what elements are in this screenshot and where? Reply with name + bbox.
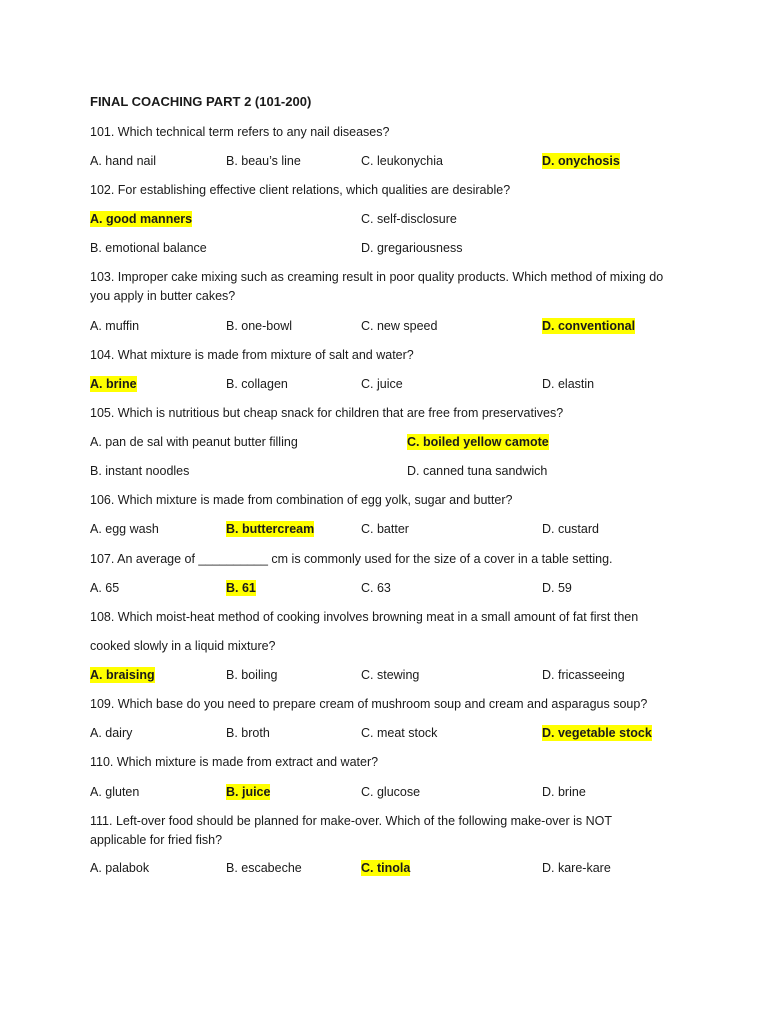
option-109-d-answer: D. vegetable stock <box>542 726 652 740</box>
option-104-b: B. collagen <box>226 377 288 391</box>
option-107-d: D. 59 <box>542 581 572 595</box>
option-110-d: D. brine <box>542 785 586 799</box>
option-111-b: B. escabeche <box>226 861 302 875</box>
option-108-d: D. fricasseeing <box>542 668 625 682</box>
question-106: 106. Which mixture is made from combination of egg yolk, sugar and butter? <box>90 493 513 507</box>
option-101-d-answer: D. onychosis <box>542 154 620 168</box>
option-106-a: A. egg wash <box>90 522 159 536</box>
question-105: 105. Which is nutritious but cheap snack for children that are free from preservatives? <box>90 406 564 420</box>
option-105-a: A. pan de sal with peanut butter filling <box>90 435 298 449</box>
question-104: 104. What mixture is made from mixture of salt and water? <box>90 348 414 362</box>
question-110: 110. Which mixture is made from extract and water? <box>90 755 379 769</box>
option-111-a: A. palabok <box>90 861 150 875</box>
question-103-line1: 103. Improper cake mixing such as creaming result in poor quality products. Which method of mixing do <box>90 270 664 284</box>
question-109: 109. Which base do you need to prepare cream of mushroom soup and cream and asparagus soup? <box>90 697 648 711</box>
option-105-b: B. instant noodles <box>90 464 190 478</box>
option-109-a: A. dairy <box>90 726 133 740</box>
option-103-d-answer: D. conventional <box>542 319 636 333</box>
option-103-b: B. one-bowl <box>226 319 293 333</box>
option-109-b: B. broth <box>226 726 270 740</box>
question-103-line2: you apply in butter cakes? <box>90 289 236 303</box>
question-108-line2: cooked slowly in a liquid mixture? <box>90 639 276 653</box>
option-101-c: C. leukonychia <box>361 154 443 168</box>
document-title: FINAL COACHING PART 2 (101-200) <box>90 94 312 109</box>
option-102-b: B. emotional balance <box>90 241 207 255</box>
option-110-b-answer: B. juice <box>226 785 271 799</box>
option-101-b: B. beau’s line <box>226 154 301 168</box>
option-107-a: A. 65 <box>90 581 120 595</box>
option-106-c: C. batter <box>361 522 409 536</box>
option-103-a: A. muffin <box>90 319 140 333</box>
option-104-d: D. elastin <box>542 377 595 391</box>
question-101: 101. Which technical term refers to any nail diseases? <box>90 125 390 139</box>
question-111-line1: 111. Left-over food should be planned for make-over. Which of the following make-over is NOT <box>90 814 613 828</box>
option-111-d: D. kare-kare <box>542 861 611 875</box>
option-107-c: C. 63 <box>361 581 391 595</box>
option-103-c: C. new speed <box>361 319 438 333</box>
question-102: 102. For establishing effective client relations, which qualities are desirable? <box>90 183 511 197</box>
option-109-c: C. meat stock <box>361 726 438 740</box>
question-111-line2: applicable for fried fish? <box>90 833 223 847</box>
option-104-a-answer: A. brine <box>90 377 137 391</box>
option-106-d: D. custard <box>542 522 599 536</box>
option-105-c-answer: C. boiled yellow camote <box>407 435 549 449</box>
option-108-a-answer: A. braising <box>90 668 155 682</box>
option-108-c: C. stewing <box>361 668 420 682</box>
option-110-a: A. gluten <box>90 785 140 799</box>
option-105-d: D. canned tuna sandwich <box>407 464 548 478</box>
option-102-c: C. self-disclosure <box>361 212 457 226</box>
option-102-a-answer: A. good manners <box>90 212 193 226</box>
option-110-c: C. glucose <box>361 785 421 799</box>
question-108-line1: 108. Which moist-heat method of cooking involves browning meat in a small amount of fat first then <box>90 610 639 624</box>
option-111-c-answer: C. tinola <box>361 861 411 875</box>
option-104-c: C. juice <box>361 377 403 391</box>
option-106-b-answer: B. buttercream <box>226 522 315 536</box>
option-107-b-answer: B. 61 <box>226 581 256 595</box>
option-102-d: D. gregariousness <box>361 241 463 255</box>
option-108-b: B. boiling <box>226 668 278 682</box>
option-101-a: A. hand nail <box>90 154 157 168</box>
question-107: 107. An average of __________ cm is commonly used for the size of a cover in a table setting. <box>90 552 613 566</box>
